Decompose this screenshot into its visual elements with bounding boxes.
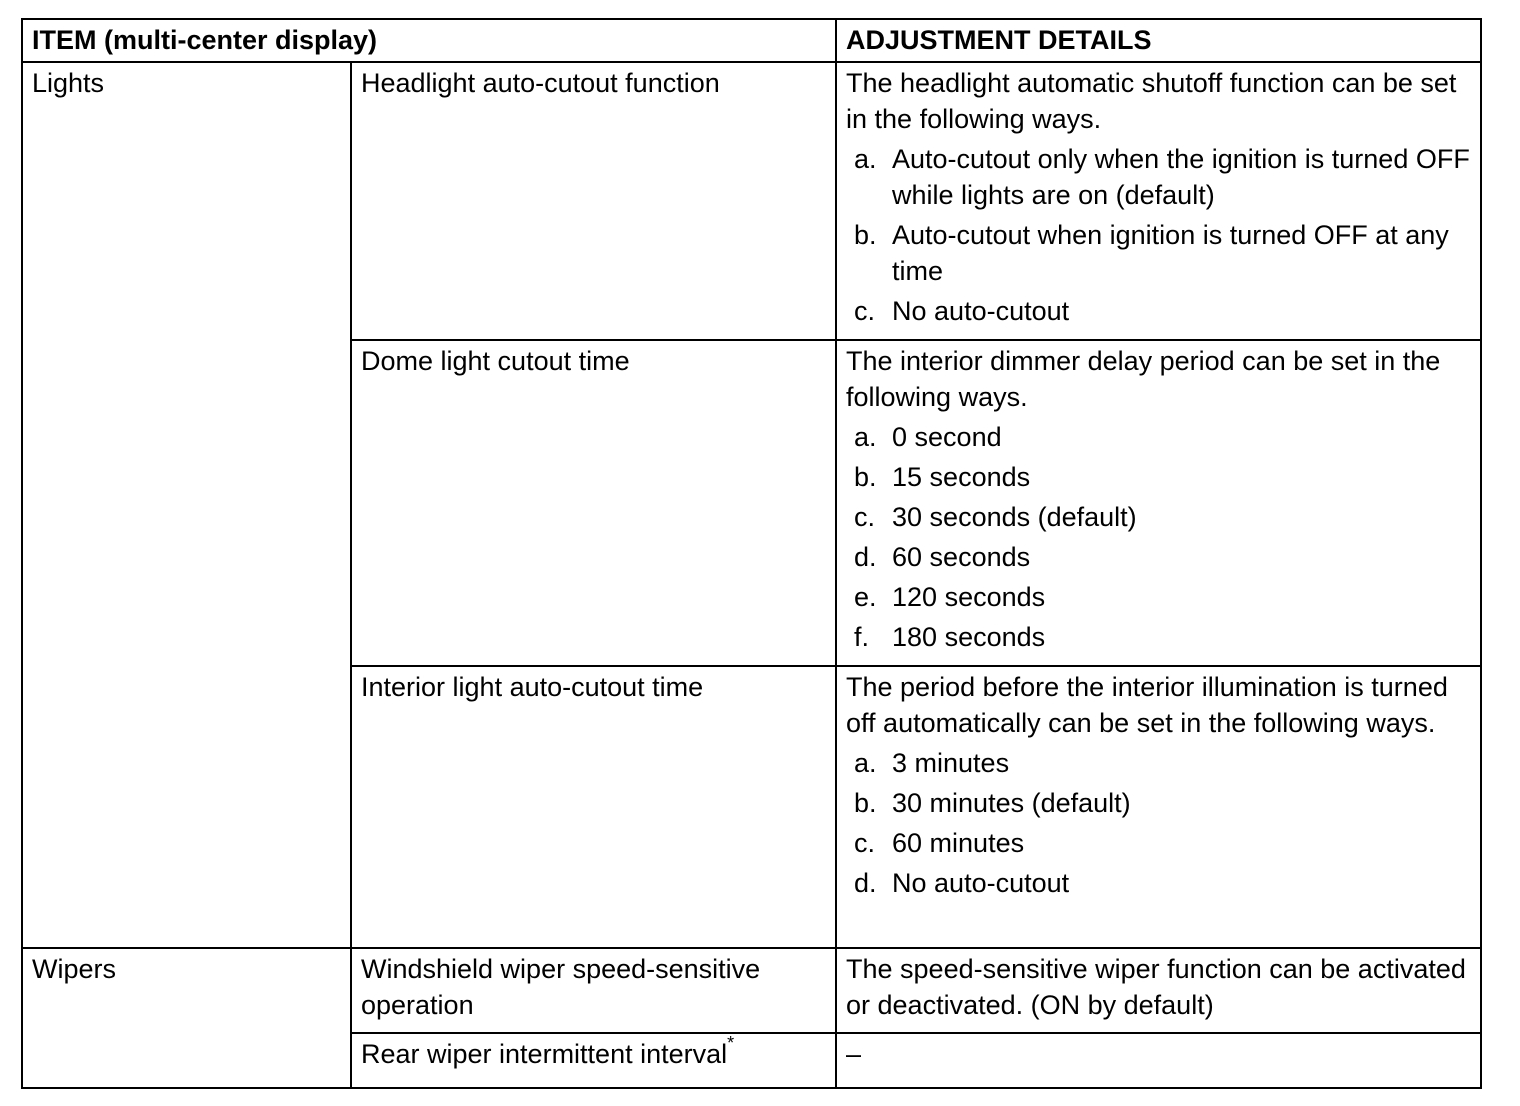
- option-label: b.: [854, 220, 877, 250]
- option-list: [846, 141, 1472, 329]
- option-label: b.: [854, 462, 877, 492]
- details-intro: The interior dimmer delay period can be set in the following ways.: [846, 346, 1441, 412]
- option-text: Auto-cutout only when the ignition is turned OFF while lights are on (default): [892, 144, 1470, 210]
- option-item: [846, 745, 1472, 781]
- option-item: [846, 217, 1472, 289]
- adjustment-details: [836, 340, 1481, 666]
- option-label: c.: [854, 296, 876, 326]
- option-item: [846, 579, 1472, 615]
- item-name-text: Rear wiper intermittent interval: [361, 1039, 728, 1069]
- adjustment-details: [836, 1033, 1481, 1088]
- table-row: [22, 948, 1481, 1033]
- adjustment-table: [21, 18, 1482, 1089]
- item-name: Interior light auto-cutout time: [351, 666, 836, 948]
- option-label: b.: [854, 788, 877, 818]
- option-item: [846, 865, 1472, 901]
- option-text: 3 minutes: [892, 748, 1010, 778]
- item-name: Headlight auto-cutout function: [351, 62, 836, 340]
- item-name: [351, 1033, 836, 1088]
- option-text: 60 minutes: [892, 828, 1025, 858]
- header-adjustment-details: ADJUSTMENT DETAILS: [836, 19, 1481, 62]
- option-text: 60 seconds: [892, 542, 1031, 572]
- option-label: c.: [854, 828, 876, 858]
- option-text: 0 second: [892, 422, 1002, 452]
- option-label: d.: [854, 542, 877, 572]
- details-intro: The speed-sensitive wiper function can be activated or deactivated. (ON by default): [846, 954, 1466, 1020]
- option-item: [846, 825, 1472, 861]
- option-item: [846, 459, 1472, 495]
- adjustment-details: [836, 948, 1481, 1033]
- option-item: [846, 539, 1472, 575]
- option-text: Auto-cutout when ignition is turned OFF at any time: [892, 220, 1449, 286]
- adjustment-details: [836, 62, 1481, 340]
- option-label: d.: [854, 868, 877, 898]
- option-list: [846, 745, 1472, 901]
- option-label: c.: [854, 502, 876, 532]
- details-intro: The period before the interior illumination is turned off automatically can be set in the following ways.: [846, 672, 1448, 738]
- adjustment-details: [836, 666, 1481, 948]
- option-item: [846, 499, 1472, 535]
- option-text: 120 seconds: [892, 582, 1046, 612]
- item-name: Dome light cutout time: [351, 340, 836, 666]
- option-label: f.: [854, 622, 870, 652]
- group-lights: Lights: [22, 62, 351, 948]
- option-item: [846, 419, 1472, 455]
- details-intro: The headlight automatic shutoff function can be set in the following ways.: [846, 68, 1457, 134]
- option-label: a.: [854, 422, 877, 452]
- details-intro: –: [846, 1039, 862, 1069]
- option-text: 15 seconds: [892, 462, 1031, 492]
- option-item: [846, 141, 1472, 213]
- option-item: [846, 785, 1472, 821]
- option-label: e.: [854, 582, 877, 612]
- footnote-mark: *: [727, 1033, 735, 1053]
- option-text: 30 minutes (default): [892, 788, 1131, 818]
- table-row: [22, 62, 1481, 340]
- option-label: a.: [854, 144, 877, 174]
- option-item: [846, 619, 1472, 655]
- group-wipers: Wipers: [22, 948, 351, 1088]
- option-text: 30 seconds (default): [892, 502, 1137, 532]
- option-text: No auto-cutout: [892, 296, 1070, 326]
- option-list: [846, 419, 1472, 655]
- header-item: ITEM (multi-center display): [22, 19, 836, 62]
- table-header-row: [22, 19, 1481, 62]
- option-text: No auto-cutout: [892, 868, 1070, 898]
- option-label: a.: [854, 748, 877, 778]
- item-name: Windshield wiper speed-sensitive operation: [351, 948, 836, 1033]
- option-item: [846, 293, 1472, 329]
- option-text: 180 seconds: [892, 622, 1046, 652]
